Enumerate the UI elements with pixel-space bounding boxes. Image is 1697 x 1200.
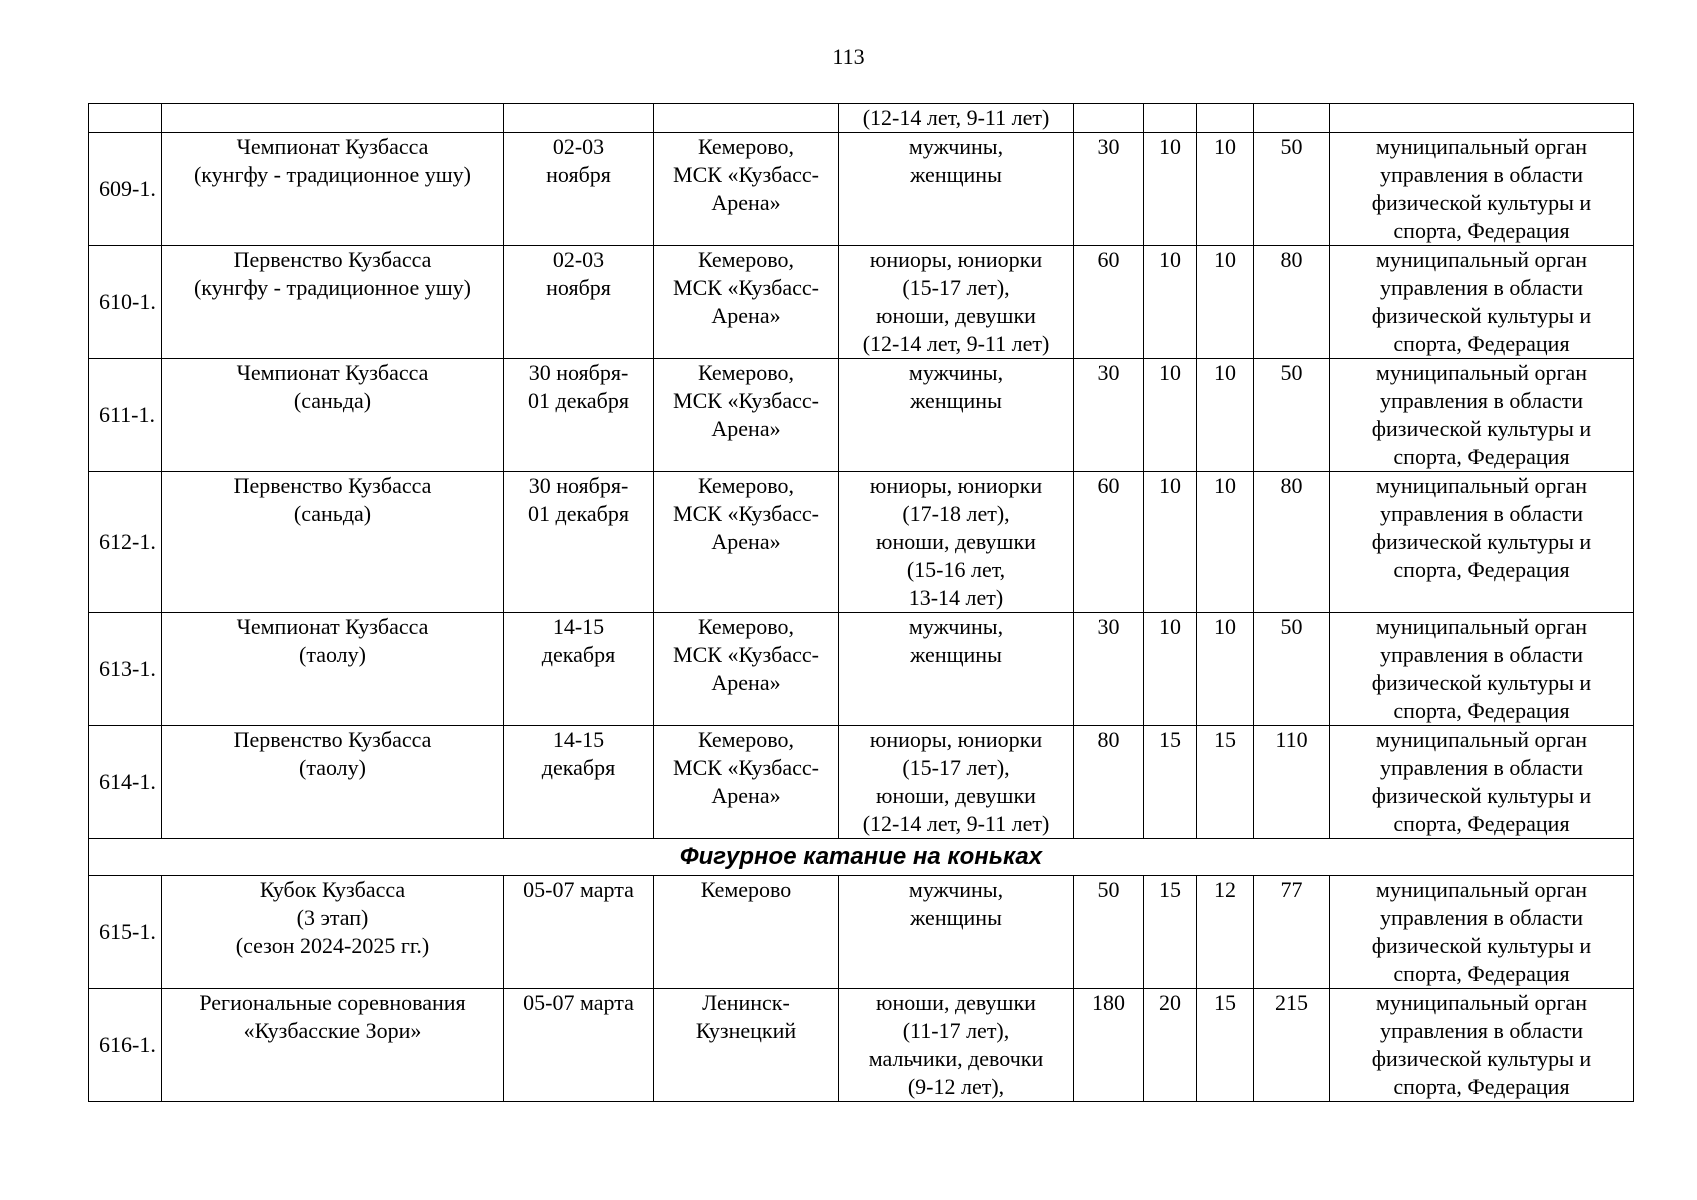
event-place — [654, 876, 839, 989]
participant-category-line: 13-14 лет) — [908, 585, 1004, 610]
row-number: 615-1. — [89, 876, 162, 989]
event-place-line: Кемерово, — [697, 614, 795, 639]
organizer-line: муниципальный орган — [1375, 990, 1588, 1015]
organizer — [1330, 246, 1634, 359]
coaches-count: 15 — [1144, 726, 1197, 839]
organizer — [1330, 989, 1634, 1102]
participants-count: 60 — [1074, 472, 1144, 613]
participant-category-line: юноши, девушки — [876, 783, 1036, 808]
event-name-line: (сезон 2024-2025 гг.) — [235, 933, 430, 958]
organizer-line: физической культуры и — [1371, 303, 1592, 328]
judges-count: 15 — [1197, 726, 1254, 839]
participant-category-line: (12-14 лет, 9-11 лет) — [862, 105, 1050, 130]
section-row — [89, 839, 1634, 876]
organizer-line: управления в области — [1380, 501, 1583, 526]
organizer-line: спорта, Федерация — [1393, 331, 1570, 356]
organizer-line: муниципальный орган — [1375, 134, 1588, 159]
participant-category-line: юниоры, юниорки — [869, 727, 1043, 752]
table-row — [89, 876, 1634, 989]
total-count: 110 — [1254, 726, 1330, 839]
participant-category — [839, 876, 1074, 989]
participant-category — [839, 104, 1074, 133]
organizer-line: физической культуры и — [1371, 783, 1592, 808]
participants-count: 30 — [1074, 613, 1144, 726]
total-count: 77 — [1254, 876, 1330, 989]
event-name — [162, 876, 504, 989]
event-place-line: МСК «Кузбасс- — [673, 755, 819, 780]
event-dates-line: 01 декабря — [528, 501, 629, 526]
participant-category-line: юниоры, юниорки — [869, 247, 1043, 272]
organizer-line: спорта, Федерация — [1393, 444, 1570, 469]
participant-category-line: (15-17 лет), — [902, 755, 1010, 780]
organizer-line: спорта, Федерация — [1393, 557, 1570, 582]
event-place-line: МСК «Кузбасс- — [673, 162, 819, 187]
event-place — [654, 613, 839, 726]
event-dates-line: 14-15 — [552, 727, 605, 752]
judges-count: 12 — [1197, 876, 1254, 989]
event-name-line: Кубок Кузбасса — [259, 877, 406, 902]
organizer — [1330, 613, 1634, 726]
event-name-line: Региональные соревнования — [199, 990, 466, 1015]
event-name — [162, 359, 504, 472]
event-place — [654, 472, 839, 613]
event-place — [654, 989, 839, 1102]
row-number: 609-1. — [89, 133, 162, 246]
participant-category — [839, 133, 1074, 246]
event-name-line: (саньда) — [293, 388, 372, 413]
event-dates — [504, 726, 654, 839]
coaches-count: 10 — [1144, 472, 1197, 613]
event-dates-line: 30 ноября- — [528, 360, 629, 385]
table-row — [89, 613, 1634, 726]
event-place-line: Арена» — [711, 783, 781, 808]
participants-count: 30 — [1074, 133, 1144, 246]
event-dates — [504, 359, 654, 472]
participant-category-line: мужчины, — [908, 614, 1004, 639]
participant-category-line: юноши, девушки — [876, 990, 1036, 1015]
event-place-line: Кемерово, — [697, 360, 795, 385]
event-name-line: Чемпионат Кузбасса — [236, 360, 429, 385]
row-number: 614-1. — [89, 726, 162, 839]
organizer-line: спорта, Федерация — [1393, 698, 1570, 723]
organizer — [1330, 104, 1634, 133]
event-name-line: Первенство Кузбасса — [233, 247, 432, 272]
organizer-line: спорта, Федерация — [1393, 1074, 1570, 1099]
participants-count — [1074, 104, 1144, 133]
coaches-count: 10 — [1144, 359, 1197, 472]
participants-count: 180 — [1074, 989, 1144, 1102]
table-row — [89, 246, 1634, 359]
event-place-line: МСК «Кузбасс- — [673, 275, 819, 300]
event-place-line: Кемерово — [700, 877, 792, 902]
event-dates — [504, 613, 654, 726]
participant-category-line: (17-18 лет), — [902, 501, 1010, 526]
event-place — [654, 246, 839, 359]
participant-category-line: женщины — [910, 642, 1002, 667]
event-name-line: Первенство Кузбасса — [233, 473, 432, 498]
organizer-line: спорта, Федерация — [1393, 811, 1570, 836]
participant-category — [839, 359, 1074, 472]
event-name-line: (3 этап) — [296, 905, 369, 930]
judges-count: 10 — [1197, 613, 1254, 726]
participant-category-line: мальчики, девочки — [868, 1046, 1044, 1071]
organizer-line: управления в области — [1380, 275, 1583, 300]
table-row — [89, 989, 1634, 1102]
event-dates — [504, 133, 654, 246]
participant-category-line: (15-17 лет), — [902, 275, 1010, 300]
participants-count: 30 — [1074, 359, 1144, 472]
event-dates-line: 01 декабря — [528, 388, 629, 413]
judges-count: 15 — [1197, 989, 1254, 1102]
event-dates-line: декабря — [541, 755, 616, 780]
event-name — [162, 726, 504, 839]
table-row — [89, 472, 1634, 613]
organizer-line: управления в области — [1380, 1018, 1583, 1043]
participant-category-line: мужчины, — [908, 134, 1004, 159]
participant-category-line: (12-14 лет, 9-11 лет) — [862, 811, 1050, 836]
event-dates — [504, 472, 654, 613]
event-place-line: Кемерово, — [697, 134, 795, 159]
events-table — [88, 103, 1634, 1102]
event-name — [162, 613, 504, 726]
row-number: 616-1. — [89, 989, 162, 1102]
organizer-line: муниципальный орган — [1375, 614, 1588, 639]
organizer-line: физической культуры и — [1371, 670, 1592, 695]
coaches-count: 10 — [1144, 133, 1197, 246]
event-name — [162, 133, 504, 246]
judges-count: 10 — [1197, 472, 1254, 613]
judges-count — [1197, 104, 1254, 133]
event-place-line: Кемерово, — [697, 247, 795, 272]
event-place-line: Арена» — [711, 190, 781, 215]
event-dates-line: 02-03 — [552, 247, 605, 272]
coaches-count: 10 — [1144, 613, 1197, 726]
event-dates — [504, 246, 654, 359]
event-dates — [504, 104, 654, 133]
row-number: 611-1. — [89, 359, 162, 472]
total-count: 80 — [1254, 472, 1330, 613]
event-dates-line: 14-15 — [552, 614, 605, 639]
event-name — [162, 472, 504, 613]
participant-category — [839, 726, 1074, 839]
section-title: Фигурное катание на коньках — [89, 839, 1634, 876]
organizer-line: управления в области — [1380, 755, 1583, 780]
total-count: 50 — [1254, 613, 1330, 726]
participant-category — [839, 246, 1074, 359]
participant-category — [839, 472, 1074, 613]
total-count: 215 — [1254, 989, 1330, 1102]
organizer-line: управления в области — [1380, 162, 1583, 187]
participant-category-line: (12-14 лет, 9-11 лет) — [862, 331, 1050, 356]
organizer-line: физической культуры и — [1371, 529, 1592, 554]
event-name-line: (кунгфу - традиционное ушу) — [193, 275, 472, 300]
total-count: 50 — [1254, 359, 1330, 472]
judges-count: 10 — [1197, 133, 1254, 246]
event-name-line: Первенство Кузбасса — [233, 727, 432, 752]
event-place-line: МСК «Кузбасс- — [673, 501, 819, 526]
organizer — [1330, 359, 1634, 472]
participant-category-line: мужчины, — [908, 877, 1004, 902]
coaches-count: 15 — [1144, 876, 1197, 989]
event-place-line: Арена» — [711, 303, 781, 328]
total-count: 80 — [1254, 246, 1330, 359]
organizer — [1330, 876, 1634, 989]
page-number: 113 — [832, 44, 865, 69]
event-name-line: (саньда) — [293, 501, 372, 526]
organizer-line: физической культуры и — [1371, 933, 1592, 958]
event-place — [654, 359, 839, 472]
event-place — [654, 104, 839, 133]
participant-category-line: юниоры, юниорки — [869, 473, 1043, 498]
event-dates-line: декабря — [541, 642, 616, 667]
total-count — [1254, 104, 1330, 133]
organizer-line: физической культуры и — [1371, 1046, 1592, 1071]
organizer-line: управления в области — [1380, 642, 1583, 667]
organizer-line: спорта, Федерация — [1393, 961, 1570, 986]
event-name-line: (кунгфу - традиционное ушу) — [193, 162, 472, 187]
event-place — [654, 726, 839, 839]
participant-category-line: (15-16 лет, — [906, 557, 1006, 582]
event-name — [162, 104, 504, 133]
organizer-line: муниципальный орган — [1375, 247, 1588, 272]
coaches-count: 10 — [1144, 246, 1197, 359]
event-place-line: МСК «Кузбасс- — [673, 388, 819, 413]
table-row — [89, 359, 1634, 472]
event-dates — [504, 989, 654, 1102]
event-place-line: МСК «Кузбасс- — [673, 642, 819, 667]
organizer-line: спорта, Федерация — [1393, 218, 1570, 243]
event-place-line: Кемерово, — [697, 473, 795, 498]
organizer-line: физической культуры и — [1371, 190, 1592, 215]
event-dates-line: ноября — [546, 162, 611, 187]
coaches-count — [1144, 104, 1197, 133]
participant-category-line: женщины — [910, 162, 1002, 187]
event-name — [162, 989, 504, 1102]
organizer-line: муниципальный орган — [1375, 877, 1588, 902]
event-dates-line: ноября — [546, 275, 611, 300]
participant-category-line: мужчины, — [908, 360, 1004, 385]
participant-category-line: юноши, девушки — [876, 529, 1036, 554]
event-dates-line: 05-07 марта — [523, 990, 634, 1015]
participant-category-line: женщины — [910, 905, 1002, 930]
organizer — [1330, 133, 1634, 246]
row-number — [89, 104, 162, 133]
participants-count: 50 — [1074, 876, 1144, 989]
participant-category-line: (11-17 лет), — [902, 1018, 1010, 1043]
total-count: 50 — [1254, 133, 1330, 246]
event-place-line: Ленинск- — [702, 990, 790, 1015]
participant-category-line: женщины — [910, 388, 1002, 413]
event-place-line: Кемерово, — [697, 727, 795, 752]
row-number: 612-1. — [89, 472, 162, 613]
event-name-line: Чемпионат Кузбасса — [236, 614, 429, 639]
row-number: 613-1. — [89, 613, 162, 726]
event-place — [654, 133, 839, 246]
coaches-count: 20 — [1144, 989, 1197, 1102]
organizer-line: физической культуры и — [1371, 416, 1592, 441]
participant-category-line: (9-12 лет), — [907, 1074, 1005, 1099]
organizer-line: управления в области — [1380, 905, 1583, 930]
event-name-line: Чемпионат Кузбасса — [236, 134, 429, 159]
event-dates-line: 02-03 — [552, 134, 605, 159]
participant-category — [839, 989, 1074, 1102]
event-name-line: «Кузбасские Зори» — [243, 1018, 422, 1043]
judges-count: 10 — [1197, 359, 1254, 472]
participants-count: 80 — [1074, 726, 1144, 839]
judges-count: 10 — [1197, 246, 1254, 359]
event-place-line: Кузнецкий — [695, 1018, 797, 1043]
event-place-line: Арена» — [711, 529, 781, 554]
table-row — [89, 133, 1634, 246]
organizer-line: муниципальный орган — [1375, 473, 1588, 498]
organizer-line: управления в области — [1380, 388, 1583, 413]
row-number: 610-1. — [89, 246, 162, 359]
table-row — [89, 726, 1634, 839]
event-name-line: (таолу) — [299, 755, 366, 780]
event-place-line: Арена» — [711, 670, 781, 695]
organizer-line: муниципальный орган — [1375, 727, 1588, 752]
continuation-row — [89, 104, 1634, 133]
event-dates-line: 30 ноября- — [528, 473, 629, 498]
event-dates — [504, 876, 654, 989]
participant-category — [839, 613, 1074, 726]
event-name — [162, 246, 504, 359]
participant-category-line: юноши, девушки — [876, 303, 1036, 328]
organizer — [1330, 472, 1634, 613]
event-place-line: Арена» — [711, 416, 781, 441]
organizer-line: муниципальный орган — [1375, 360, 1588, 385]
participants-count: 60 — [1074, 246, 1144, 359]
event-name-line: (таолу) — [299, 642, 366, 667]
event-dates-line: 05-07 марта — [523, 877, 634, 902]
organizer — [1330, 726, 1634, 839]
